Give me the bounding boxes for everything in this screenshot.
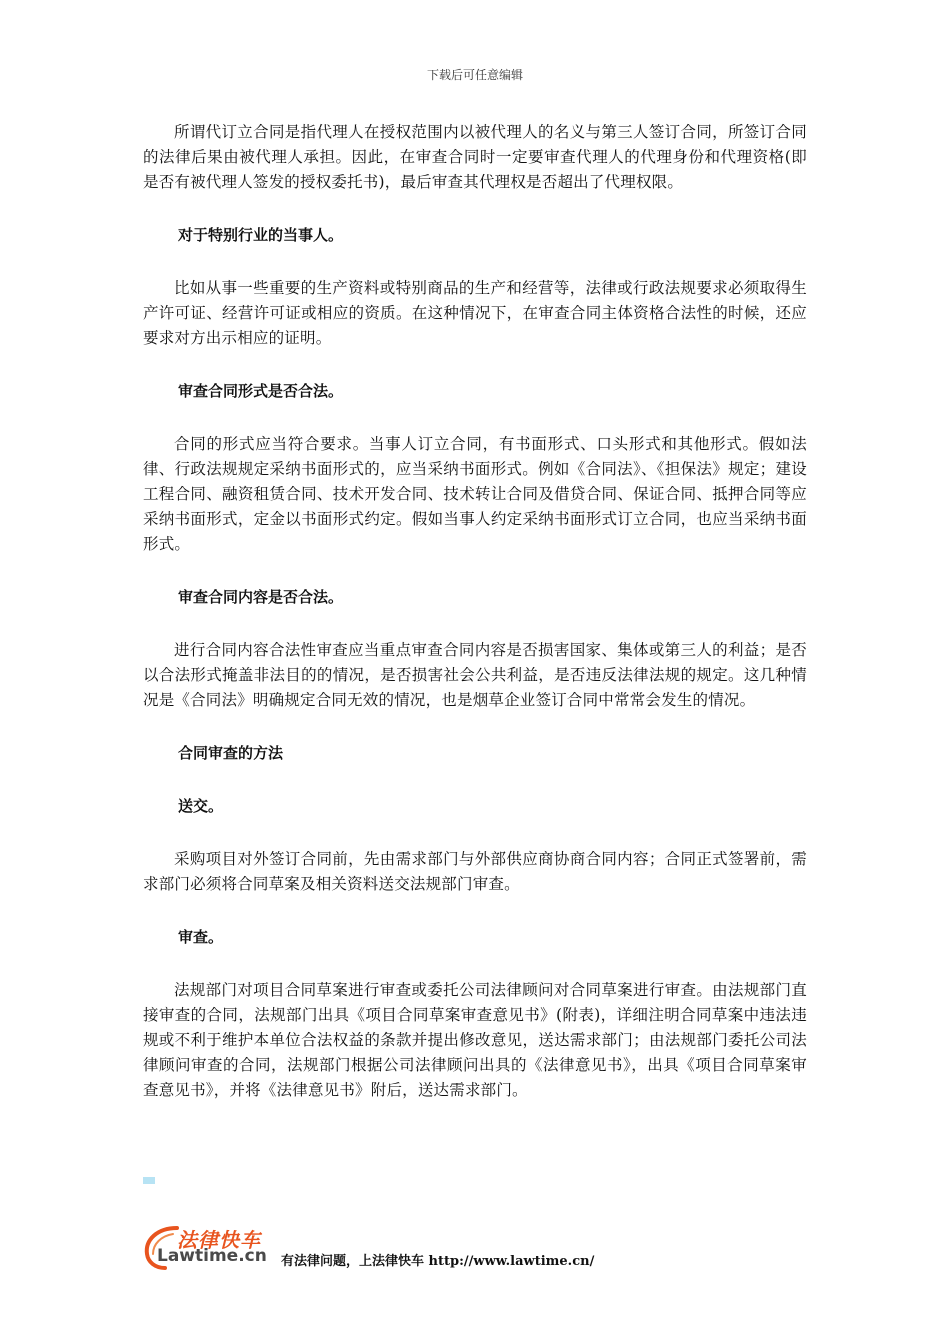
section-heading: 审查合同内容是否合法。 [178, 588, 344, 606]
paragraph: 采购项目对外签订合同前，先由需求部门与外部供应商协商合同内容；合同正式签署前，需求部门必须将合同草案及相关资料送交法规部门审查。 [143, 850, 807, 893]
paragraph: 合同的形式应当符合要求。当事人订立合同，有书面形式、口头形式和其他形式。假如法律、行政法规规定采纳书面形式的，应当采纳书面形式。例如《合同法》、《担保法》规定；建设工程合同、融资租赁合同、技术开发合同、技术转让合同及借贷合同、保证合同、抵押合同等应采纳书面形式，定金以书面形式约定。假如当事人约定采纳书面形式订立合同，也应当采纳书面形式。 [143, 435, 807, 553]
page-footer [143, 1222, 843, 1272]
section-heading: 合同审查的方法 [178, 744, 284, 762]
anchor-marker [143, 1177, 155, 1184]
paragraph: 进行合同内容合法性审查应当重点审查合同内容是否损害国家、集体或第三人的利益；是否以合法形式掩盖非法目的的情况，是否损害社会公共利益，是否违反法律法规的规定。这几种情况是《合同法》明确规定合同无效的情况，也是烟草企业签订合同中常常会发生的情况。 [143, 641, 807, 709]
paragraph: 法规部门对项目合同草案进行审查或委托公司法律顾问对合同草案进行审查。由法规部门直接审查的合同，法规部门出具《项目合同草案审查意见书》(附表)，详细注明合同草案中违法违规或不利于维护本单位合法权益的条款并提出修改意见，送达需求部门；由法规部门委托公司法律顾问审查的合同，法规部门根据公司法律顾问出具的《法律意见书》，出具《项目合同草案审查意见书》，并将《法律意见书》附后，送达需求部门。 [143, 981, 807, 1099]
paragraph: 比如从事一些重要的生产资料或特别商品的生产和经营等，法律或行政法规要求必须取得生产许可证、经营许可证或相应的资质。在这种情况下，在审查合同主体资格合法性的时候，还应要求对方出示相应的证明。 [143, 279, 807, 347]
logo-chinese-text: 法律快车 [177, 1228, 261, 1252]
paragraph: 所谓代订立合同是指代理人在授权范围内以被代理人的名义与第三人签订合同，所签订合同的法律后果由被代理人承担。因此，在审查合同时一定要审查代理人的代理身份和代理资格(即是否有被代理人签发的授权委托书)，最后审查其代理权是否超出了代理权限。 [143, 123, 807, 191]
document-body [143, 120, 807, 1131]
section-heading: 对于特别行业的当事人。 [178, 226, 344, 244]
section-heading: 送交。 [178, 797, 224, 815]
logo-english-text: Lawtime.cn [157, 1246, 267, 1266]
footer-tagline[interactable]: 有法律问题，上法律快车 http://www.lawtime.cn/ [281, 1254, 595, 1269]
section-heading: 审查合同形式是否合法。 [178, 382, 344, 400]
section-heading: 审查。 [178, 928, 224, 946]
lawtime-logo[interactable] [143, 1222, 283, 1270]
page-header: 下载后可任意编辑 [426, 68, 523, 82]
